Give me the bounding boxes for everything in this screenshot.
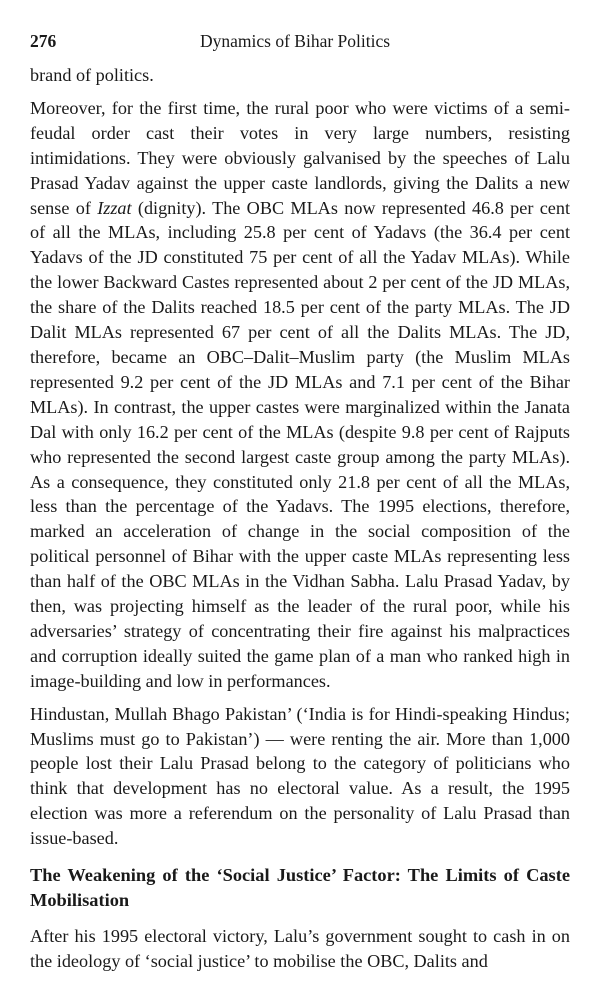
paragraph-election-analysis xyxy=(30,96,570,694)
paragraph-text-part: (dignity). The OBC MLAs now represented 46.8 per cent of all the MLAs, including 25.8 per cent of Yadavs (the 36.4 per cent Yadavs of the JD constituted 75 per cent of all the Yadav MLAs). While the lower Backward Castes represented about 2 per cent of the JD MLAs, the share of the Dalits reached 18.5 per cent of the party MLAs. The JD Dalit MLAs represented 67 per cent of all the Dalits MLAs. The JD, therefore, became an OBC–Dalit–Muslim party (the Muslim MLAs represented 9.2 per cent of the JD MLAs and 7.1 per cent of the Bihar MLAs). In contrast, the upper castes were marginalized within the Janata Dal with only 16.2 per cent of the MLAs (despite 9.8 per cent of Rajputs who represented the second largest caste group among the party MLAs). As a consequence, they constituted only 21.8 per cent of all the MLAs, less than the percentage of the Yadavs. The 1995 elections, therefore, marked an acceleration of change in the social composition of the political personnel of Bihar with the upper caste MLAs representing less than half of the OBC MLAs in the Vidhan Sabha. Lalu Prasad Yadav, by then, was projecting himself as the leader of the rural poor, while his adversaries’ strategy of concentrating their fire against his malpractices and corruption ideally suited the game plan of a man who ranked high in image-building and low in performances. xyxy=(30,197,571,691)
italic-term-izzat: Izzat xyxy=(97,197,132,218)
paragraph-continuation: brand of politics. xyxy=(30,65,154,85)
running-head xyxy=(30,28,570,54)
book-title: Dynamics of Bihar Politics xyxy=(200,31,391,51)
paragraph-social-justice: After his 1995 electoral victory, Lalu’s government sought to cash in on the ideology of ‘social justice’ to mobilise the OBC, Dalits and xyxy=(30,926,570,971)
page-number: 276 xyxy=(30,31,57,51)
section-heading: The Weakening of the ‘Social Justice’ Factor: The Limits of Caste Mobilisation xyxy=(30,865,570,910)
paragraph-text-part: Moreover, for the first time, the rural poor who were victims of a semi-feudal order cast their votes in very large numbers, resisting intimidations. They were obviously galvanised by the speeches of Lalu Prasad Yadav against the upper caste landlords, giving the Dalits a new sense of xyxy=(30,97,570,218)
paragraph-slogans: Hindustan, Mullah Bhago Pakistan’ (‘India is for Hindi-speaking Hindus; Muslims must go to Pakistan’) — were renting the air. More than 1,000 people lost their Lalu Prasad belong to the category of politicians who think that development has no electoral value. As a result, the 1995 election was more a referendum on the personality of Lalu Prasad than issue-based. xyxy=(30,703,570,849)
book-page xyxy=(30,28,570,974)
